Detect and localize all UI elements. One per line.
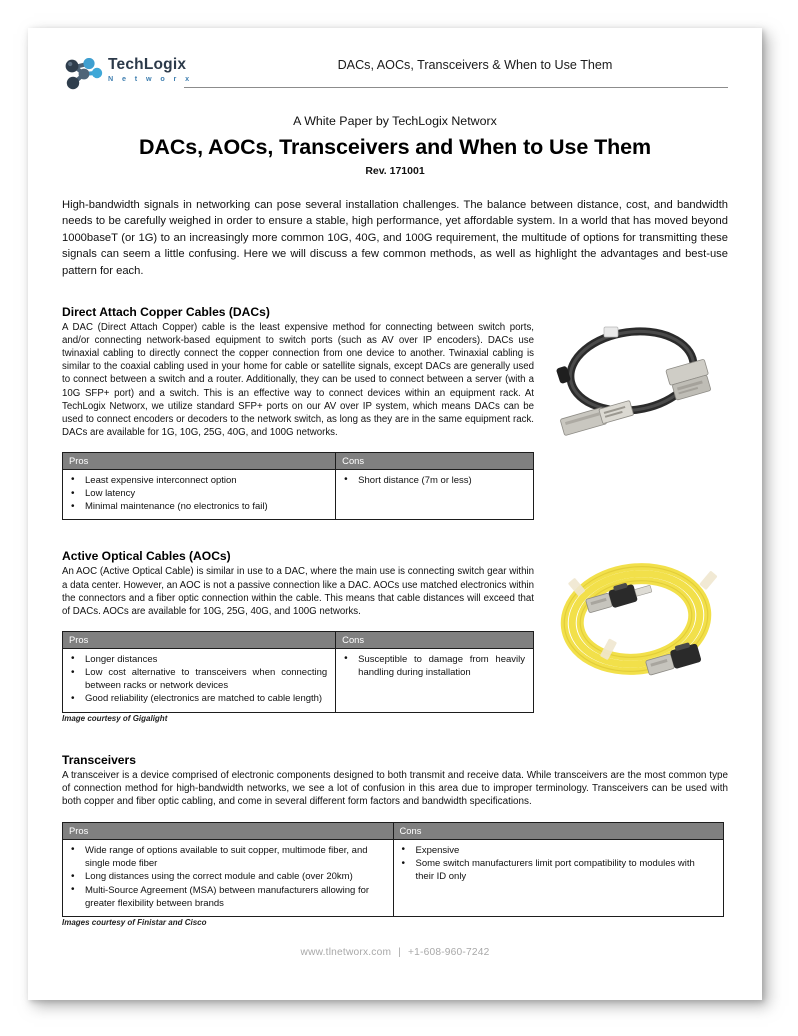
cons-cell [336,469,534,520]
pros-cell [63,839,394,916]
document-footer [62,947,728,958]
image-credit-aoc: Image courtesy of Gigalight [62,713,168,723]
table-header-row [63,822,724,839]
list-item: • Low cost alternative to transceivers when connecting between racks or network devices [83,666,327,692]
list-item: • Short distance (7m or less) [356,474,525,487]
section-transceivers [62,753,728,927]
revision-label: Rev. 171001 [365,165,425,177]
list-item: • Expensive [414,844,716,857]
section-body-aocs: An AOC (Active Optical Cable) is similar in use to a DAC, where the main use is connecting switch gear within a data center. However, an AOC is not a passive connection like a DAC. AOCs use matched electronics within the connectors and a fiber optic connection within the cable. This means that cable distances will exceed that of DACs. AOCs are available for 10G, 25G, 40G, and 100G networks. [62,566,534,617]
list-item: • Good reliability (electronics are matched to cable length) [83,692,327,705]
pros-list [67,844,385,910]
intro-paragraph: High-bandwidth signals in networking can pose several installation challenges. The balance between distance, cost, and bandwidth needs to be carefully weighed in order to ensure a stable, high performance, yet affordable system. In a world that has moved beyond 1000baseT (or 1G) to an increasingly more common 10G, 40G, and 100G requirement, the multitude of options for transmitting these signals can seem a little confusing. Here we will discuss a few common methods, as well as highlight the advantages and best-use pattern for each. [62,199,728,277]
pros-cons-table-transceivers [62,822,724,917]
footer-separator: | [398,947,401,958]
pros-cons-table-aocs [62,631,534,713]
list-item: • Wide range of options available to suit copper, multimode fiber, and single mode fiber [83,844,385,870]
table-row [63,648,534,712]
network-nodes-icon [62,58,104,95]
list-item: • Longer distances [83,653,327,666]
list-item: • Low latency [83,487,327,500]
document-page [28,28,762,1000]
table-header-row [63,631,534,648]
aoc-cable-photo [544,553,728,677]
section-title-dacs: Direct Attach Copper Cables (DACs) [62,305,270,320]
cons-list [398,844,716,884]
dac-cable-photo [544,313,728,437]
image-credit-transceivers: Images courtesy of Finistar and Cisco [62,917,207,927]
section-dacs [62,305,728,520]
footer-phone[interactable]: +1-608-960-7242 [408,947,490,958]
cons-cell [336,648,534,712]
table-row [63,839,724,916]
cons-column-header: Cons [393,822,724,839]
list-item: • Some switch manufacturers limit port compatibility to modules with their ID only [414,857,716,883]
section-title-transceivers: Transceivers [62,752,136,767]
page-title: DACs, AOCs, Transceivers and When to Use Them [138,135,652,159]
cons-list [340,653,525,679]
table-row [63,469,534,520]
cons-list [340,474,525,487]
list-item: • Minimal maintenance (no electronics to fail) [83,500,327,513]
logo-name: TechLogix [108,56,187,73]
pros-list [67,653,327,706]
list-item: • Susceptible to damage from heavily handling during installation [356,653,525,679]
pros-cell [63,648,336,712]
list-item: • Least expensive interconnect option [83,474,327,487]
paper-subtitle: A White Paper by TechLogix Networx [293,114,497,128]
pros-list [67,474,327,514]
cons-column-header: Cons [336,631,534,648]
section-body-dacs: A DAC (Direct Attach Copper) cable is the least expensive method for connecting between switch ports, and/or connecting network-based equipment to switch ports (such as AV over IP encoders). DACs use twinaxial cabling to directly connect the copper connection from one device to another. Twinaxial cabling is similar to the coaxial cabling used in your home for cable or satellite signals, except DACs are generally used to connect between a switch and a router. Additionally, they can be used to connect between a server (with a 10G SFP+ port) and a switch. This is an effective way to connect devices within an equipment rack. At TechLogix Networx, we utilize standard SFP+ ports on our AV over IP system, which means DACs can be used to connect encoders or decoders to the network switch, as long as they are in the same equipment rack. DACs are available for 1G, 10G, 25G, 40G, and 100G networks. [62,322,534,438]
document-header [62,50,728,94]
logo-wordmark [108,56,193,84]
techlogix-logo [62,56,194,92]
pros-cons-table-dacs [62,452,534,521]
pros-cell [63,469,336,520]
table-header-row [63,452,534,469]
pros-column-header: Pros [63,822,394,839]
logo-tagline: N e t w o r x [108,74,193,83]
footer-website[interactable]: www.tlnetworx.com [300,947,392,958]
cons-cell [393,839,724,916]
list-item: • Long distances using the correct module and cable (over 20km) [83,870,385,883]
pros-column-header: Pros [63,452,336,469]
section-aocs [62,549,728,722]
section-title-aocs: Active Optical Cables (AOCs) [62,549,231,564]
list-item: • Multi-Source Agreement (MSA) between manufacturers allowing for greater flexibility between brands [83,884,385,910]
running-header-title: DACs, AOCs, Transceivers & When to Use Them [337,58,613,72]
pros-column-header: Pros [63,631,336,648]
cons-column-header: Cons [336,452,534,469]
section-body-transceivers: A transceiver is a device comprised of electronic components designed to both transmit and receive data. While transceivers are the most common type of connection method for high-bandwidth networks, we see a lot of confusion in this area due to improper terminology. Transceivers can be used with both copper and fiber optic cabling, and come in several different form factors and bandwidth specifications. [62,769,728,808]
header-divider [184,87,728,88]
